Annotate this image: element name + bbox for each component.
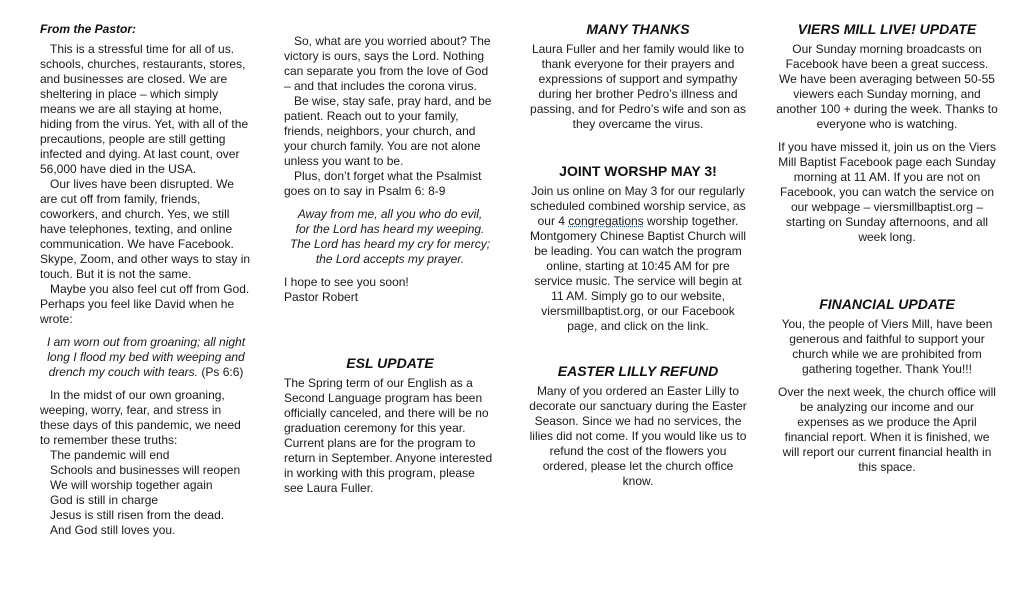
joint-worship-heading: JOINT WORSHP MAY 3! [559,163,717,179]
truth-line: Jesus is still risen from the dead. [50,508,225,522]
truth-line: Schools and businesses will reopen [50,463,241,477]
esl-heading: ESL UPDATE [346,355,434,371]
truth-line: God is still in charge [50,493,159,507]
truth-line: The pandemic will end [50,448,170,462]
thanks-body: Laura Fuller and her family would like to thank everyone for their prayers and expressions of support and sympathy during her brother Pedro’s illness and passing, and for Pedro’s wife and son as they overcame the virus. [530,42,746,131]
pastor-closing: I hope to see you soon! [284,275,409,289]
psalm-quote-2-line: The Lord has heard my cry for mercy; [289,237,491,251]
live-paragraph-2: If you have missed it, join us on the Viers Mill Baptist Facebook page each Sunday morning at 11 AM. If you are not on Facebook, you can watch the service on our webpage – viersmillbaptist.org – starting on Sunday afternoons, and all week long. [778,140,996,244]
thanks-heading: MANY THANKS [586,21,690,37]
joint-worship-text-a: Join us online on May 3 for our regularly scheduled combined worship service, as our 4 [530,184,746,228]
spellcheck-word: congregations [568,214,644,228]
pastor-paragraph-4: In the midst of our own groaning, weeping, worry, fear, and stress in these days of this pandemic, we need to remember these truths: [40,388,241,447]
psalm-quote-1-ref: (Ps 6:6) [201,365,244,379]
lilly-body: Many of you ordered an Easter Lilly to decorate our sanctuary during the Easter Season. Since we had no services, the lilies did not come. If you would like us to refund the cost of the flowers you ordered, please let the church office know. [529,384,747,488]
joint-worship-text-b: worship together. Montgomery Chinese Baptist Church will be leading. You can watch the program online, starting at 10:45 AM for pre service music. The service will begin at 11 AM. Simply go to our website, viersmillbaptist.org, or our Facebook page, and click on the link. [529,214,747,333]
pastor-paragraph-6: Be wise, stay safe, pray hard, and be patient. Reach out to your family, friends, neighbors, your church, and your church family. You are not alone unless you want to be. [284,94,492,168]
column-news [528,20,748,489]
live-heading: VIERS MILL LIVE! UPDATE [797,21,977,37]
truth-line: We will worship together again [50,478,213,492]
psalm-quote-2-line: the Lord accepts my prayer. [315,252,465,266]
pastor-paragraph-3: Maybe you also feel cut off from God. Perhaps you feel like David when he wrote: [40,282,250,326]
pastor-paragraph-2: Our lives have been disrupted. We are cut off from family, friends, coworkers, and church. Yes, we still have telephones, texting, and online communication. We have Facebook. Skype, Zoom, and other ways to stay in touch. But it is not the same. [40,177,251,281]
psalm-quote-2 [284,207,496,267]
finance-paragraph-1: You, the people of Viers Mill, have been generous and faithful to support your church while we are prohibited from gathering together. Thank You!!! [781,317,993,376]
live-paragraph-1: Our Sunday morning broadcasts on Facebook have been a great success. We have been averaging between 50-55 viewers each Sunday morning, and another 100 + during the week. Thanks to everyone who is watching. [776,42,998,131]
finance-heading: FINANCIAL UPDATE [819,296,955,312]
truth-line: And God still loves you. [50,523,176,537]
pastor-paragraph-7: Plus, don’t forget what the Psalmist goes on to say in Psalm 6: 8-9 [284,169,482,198]
psalm-quote-2-line: for the Lord has heard my weeping. [295,222,485,236]
column-pastor [40,20,252,538]
pastor-paragraph-5: So, what are you worried about? The victory is ours, says the Lord. Nothing can separate you from the love of God – and that includes the corona virus. [284,34,491,93]
joint-worship-body [528,184,748,334]
pastor-paragraph-1: This is a stressful time for all of us. schools, churches, restaurants, stores, and businesses are closed. We are sheltering in place – which simply means we are all staying at home, hiding from the virus. Yet, with all of the precautions, people are still getting infected and dying. At last count, over 56,000 have died in the USA. [40,42,249,176]
psalm-quote-1-text: I am worn out from groaning; all night long I flood my bed with weeping and drench my couch with tears. [46,335,246,379]
pastor-heading: From the Pastor: [40,22,137,36]
pastor-signature: Pastor Robert [284,290,359,304]
lilly-heading: EASTER LILLY REFUND [557,363,719,379]
esl-body: The Spring term of our English as a Second Language program has been officially canceled, and there will be no graduation ceremony for this year. Current plans are for the program to return in September. Anyone interested in working with this program, please see Laura Fuller. [284,376,493,495]
finance-paragraph-2: Over the next week, the church office will be analyzing our income and our expenses as we produce the April financial report. When it is finished, we will report our current financial health in this space. [778,385,996,474]
psalm-quote-1 [40,335,252,380]
column-pastor-continued [284,34,496,496]
psalm-quote-2-line: Away from me, all you who do evil, [297,207,483,221]
column-updates [776,20,998,475]
